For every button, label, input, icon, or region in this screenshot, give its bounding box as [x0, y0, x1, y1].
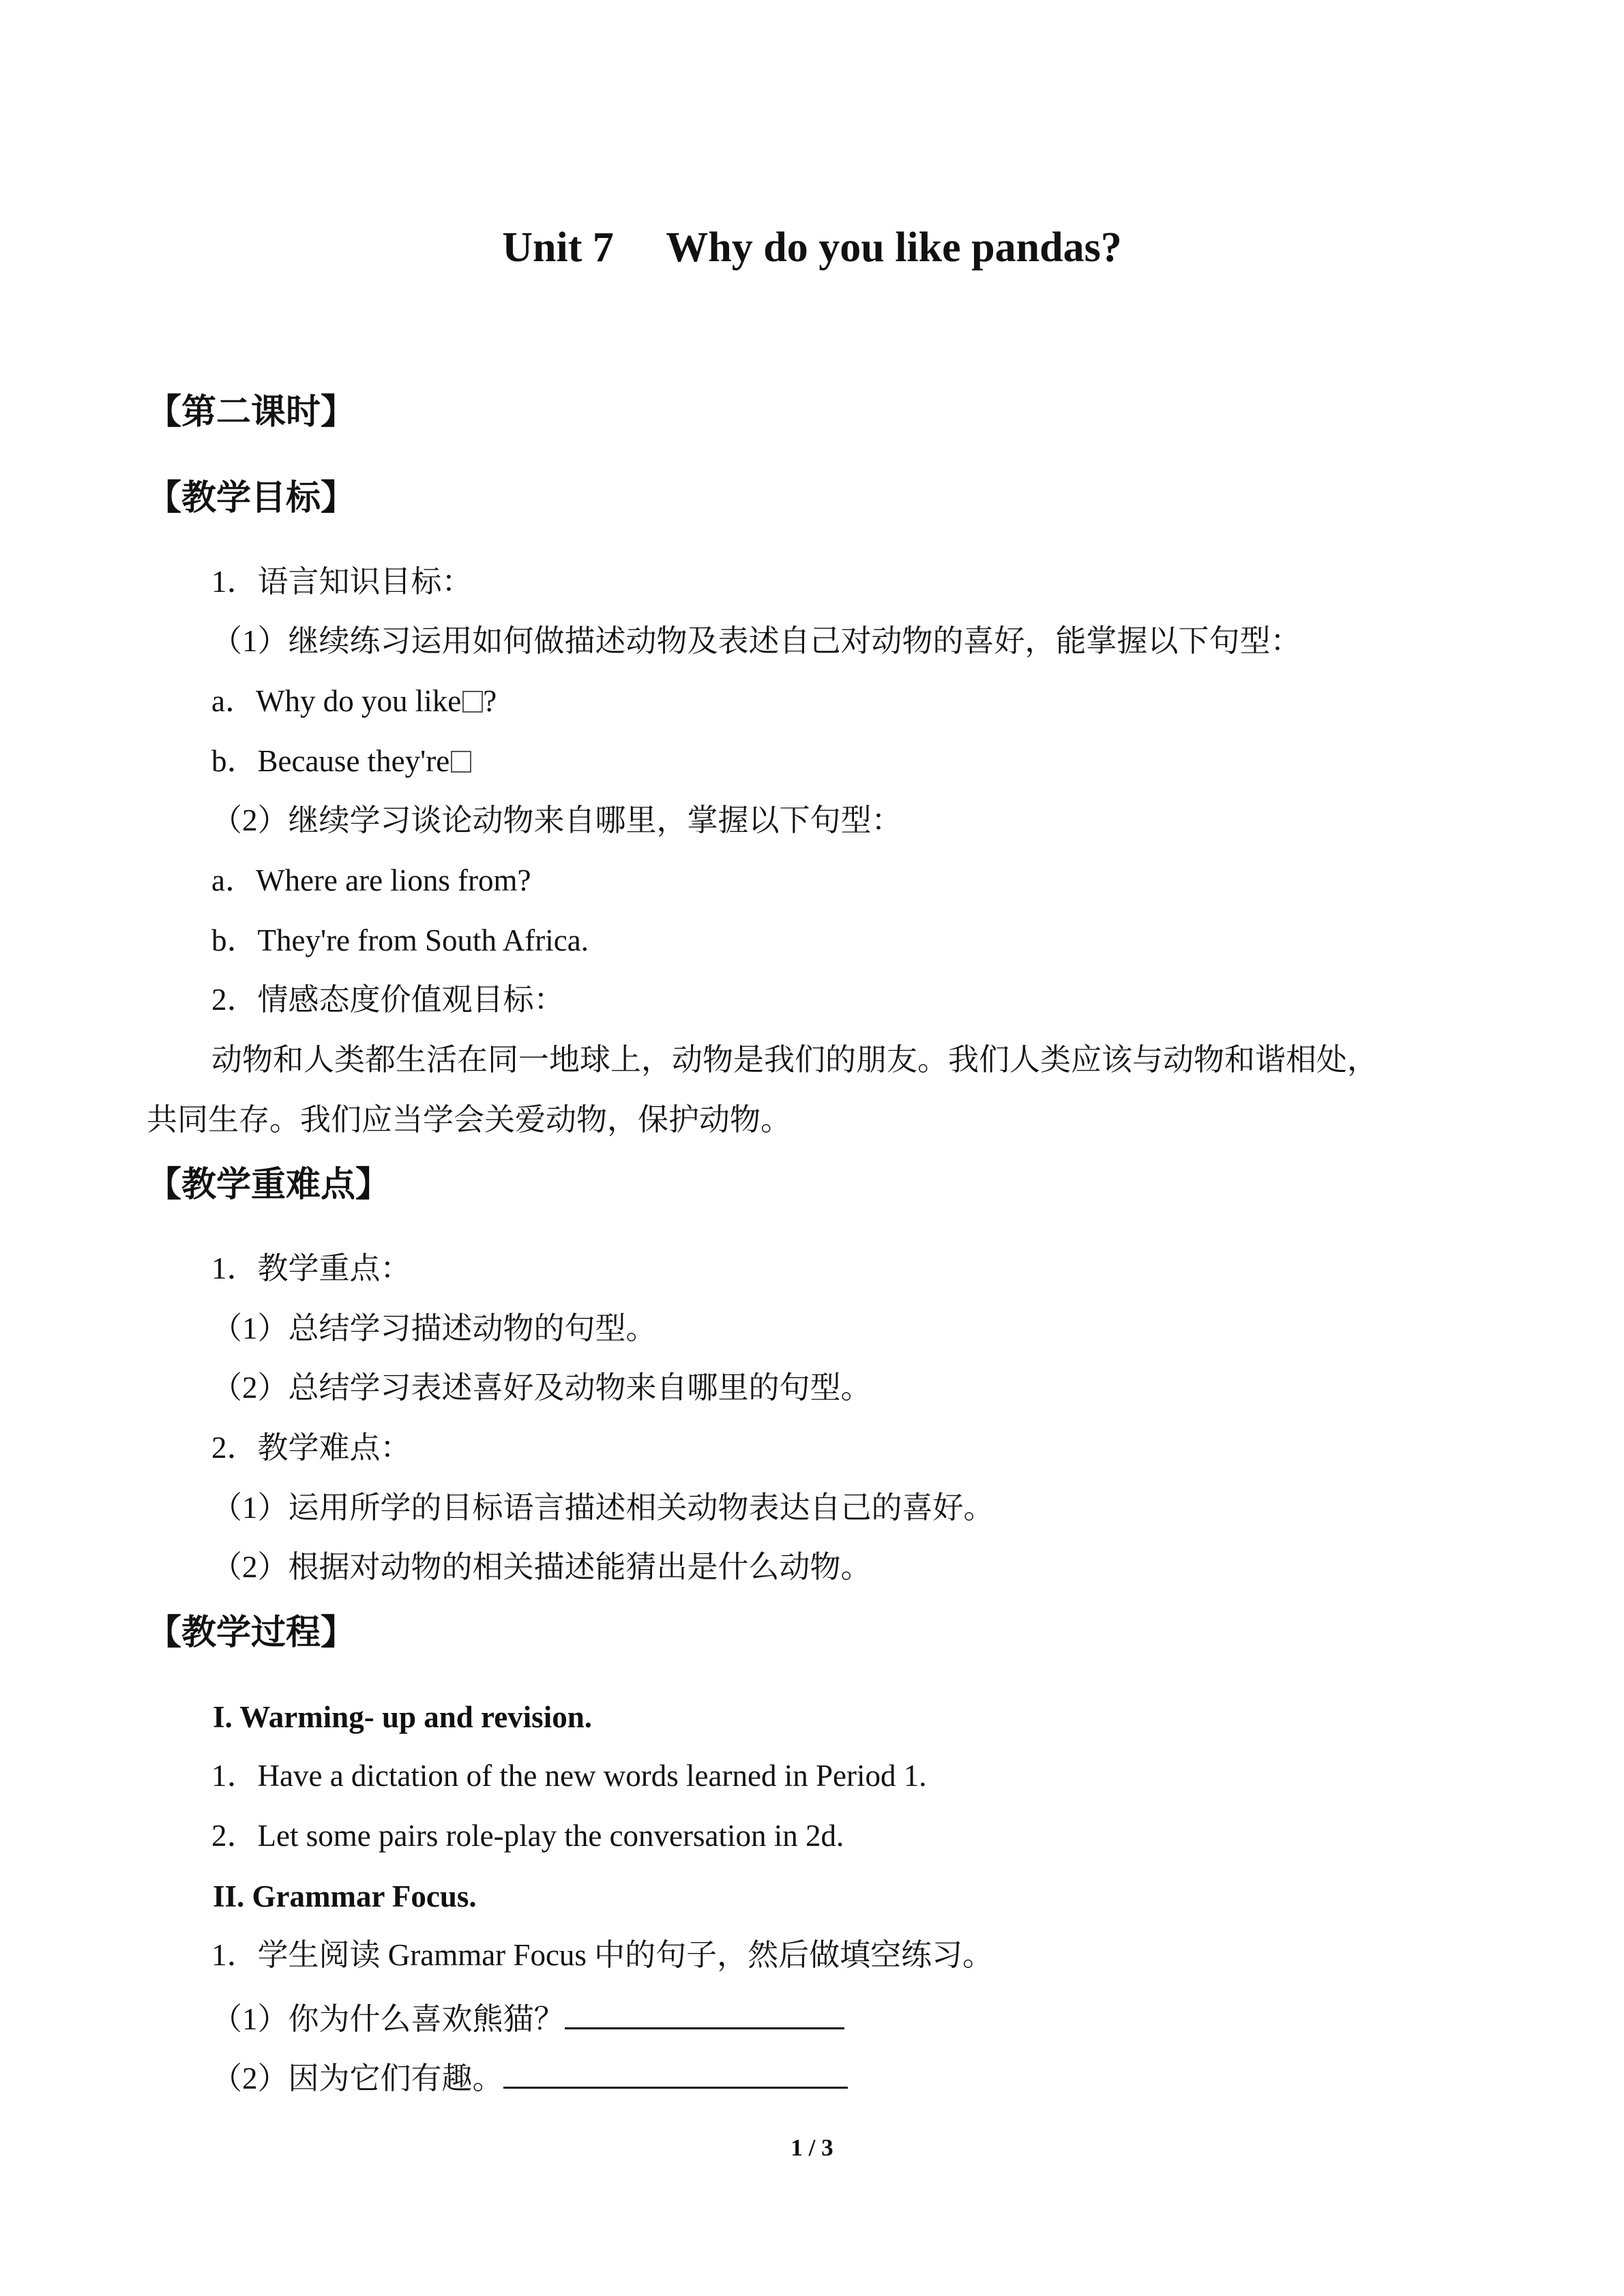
process-part-1-heading: I. Warming- up and revision.	[213, 1700, 592, 1734]
section-objectives: 【教学目标】	[147, 478, 356, 518]
objective-item-1: 1．语言知识目标：	[211, 565, 473, 599]
objective-paragraph-line-2: 共同生存。我们应当学会关爱动物，保护动物。	[147, 1103, 792, 1137]
process-part-1-item-2: 2．Let some pairs role-play the conversation in 2d.	[211, 1819, 844, 1853]
process-part-2-question-2-text: （2）因为它们有趣。	[211, 2061, 503, 2096]
answer-blank-2[interactable]	[503, 2055, 848, 2089]
objective-sub-1-a-end: ?	[483, 684, 497, 718]
key-point-item-1-sub-1: （1）总结学习描述动物的句型。	[211, 1311, 657, 1345]
blank-box-icon	[451, 751, 471, 773]
page-title: Unit 7 Why do you like pandas?	[502, 224, 1122, 271]
objective-sub-1: （1）继续练习运用如何做描述动物及表述自己对动物的喜好，能掌握以下句型：	[211, 624, 1301, 658]
section-key-points: 【教学重难点】	[147, 1165, 391, 1205]
key-point-item-1-sub-2: （2）总结学习表述喜好及动物来自哪里的句型。	[211, 1371, 872, 1405]
key-point-item-2-sub-2: （2）根据对动物的相关描述能猜出是什么动物。	[211, 1550, 872, 1584]
objective-sub-1-a-text: a．Why do you like	[211, 684, 462, 718]
objective-sub-1-a	[211, 682, 497, 720]
objective-sub-2: （2）继续学习谈论动物来自哪里，掌握以下句型：	[211, 803, 902, 837]
objective-paragraph-line-1: 动物和人类都生活在同一地球上，动物是我们的朋友。我们人类应该与动物和谐相处，	[211, 1043, 1378, 1077]
objective-item-2: 2．情感态度价值观目标：	[211, 983, 565, 1017]
process-part-2-question-1	[211, 1996, 844, 2038]
section-process: 【教学过程】	[147, 1613, 356, 1653]
key-point-item-2-sub-1: （1）运用所学的目标语言描述相关动物表达自己的喜好。	[211, 1491, 994, 1525]
objective-sub-2-b: b．They're from South Africa.	[211, 923, 589, 957]
process-part-2-item-1: 1．学生阅读 Grammar Focus 中的句子，然后做填空练习。	[211, 1938, 994, 1972]
objective-sub-1-b	[211, 742, 471, 780]
objective-sub-2-a: a．Where are lions from?	[211, 863, 531, 897]
page-number: 1 / 3	[791, 2134, 833, 2161]
process-part-2-question-1-text: （1）你为什么喜欢熊猫？	[211, 2002, 565, 2036]
process-part-2-heading: II. Grammar Focus.	[213, 1879, 477, 1913]
objective-sub-1-b-text: b．Because they're	[211, 744, 450, 778]
blank-box-icon	[462, 691, 483, 713]
section-period: 【第二课时】	[147, 392, 356, 432]
process-part-2-question-2	[211, 2055, 848, 2098]
key-point-item-1: 1．教学重点：	[211, 1251, 411, 1285]
process-part-1-item-1: 1．Have a dictation of the new words learned in Period 1.	[211, 1759, 927, 1793]
key-point-item-2: 2．教学难点：	[211, 1431, 411, 1465]
answer-blank-1[interactable]	[565, 1996, 844, 2029]
